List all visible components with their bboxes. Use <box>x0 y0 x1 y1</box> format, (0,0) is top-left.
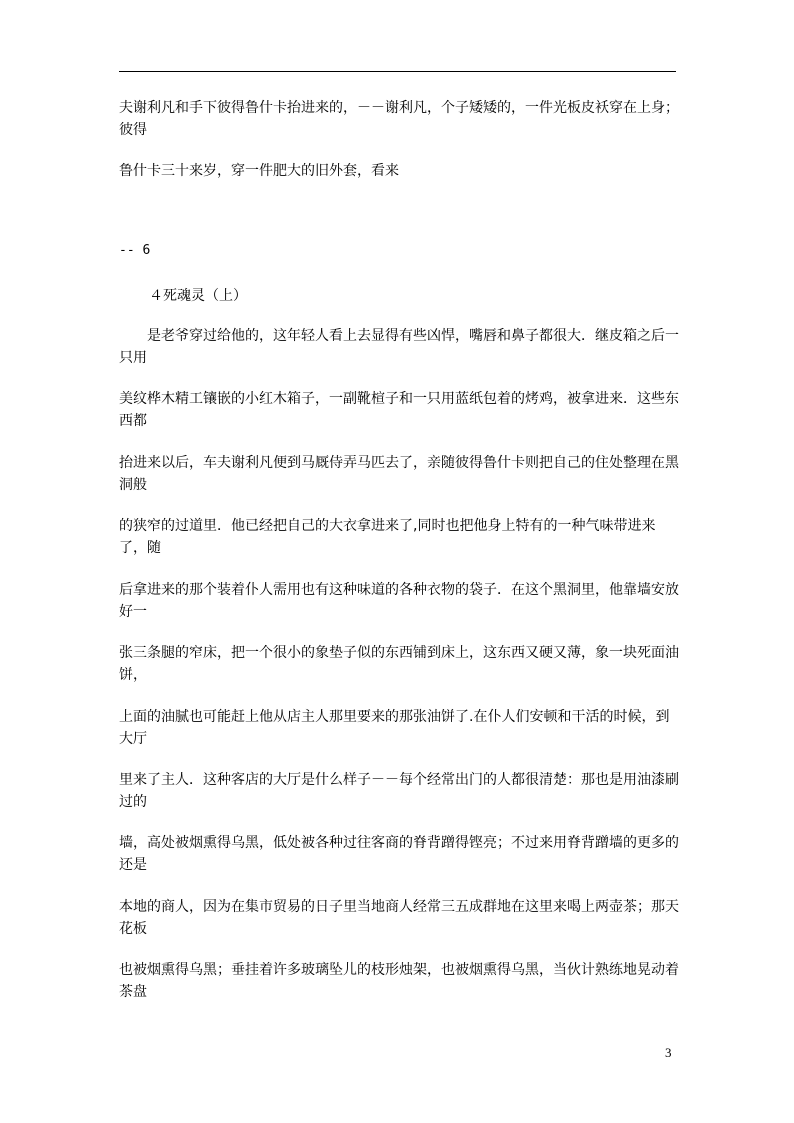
paragraph-line-10: 里来了主人．这种客店的大厅是什么样子－－每个经常出门的人都很清楚：那也是用油漆刷过的 <box>119 772 679 810</box>
paragraph-line-9: 上面的油腻也可能赶上他从店主人那里要来的那张油饼了.在仆人们安顿和干活的时候，到大厅 <box>119 709 670 747</box>
paragraph-line-6: 的狭窄的过道里．他已经把自己的大衣拿进来了,同时也把他身上特有的一种气味带进来了，随 <box>119 518 656 556</box>
header-rule <box>119 71 676 72</box>
paragraph-line-11: 墙，高处被烟熏得乌黑，低处被各种过往客商的脊背蹭得铿亮；不过来用脊背蹭墙的更多的还是 <box>119 835 679 873</box>
paragraph-line-2: 鲁什卡三十来岁，穿一件肥大的旧外套，看来 <box>119 163 399 179</box>
page-marker: -- 6 <box>119 243 151 258</box>
paragraph-line-5: 抬进来以后，车夫谢利凡便到马厩侍弄马匹去了，亲随彼得鲁什卡则把自己的住处整理在黑洞般 <box>119 455 679 493</box>
paragraph-line-7: 后拿进来的那个装着仆人需用也有这种味道的各种衣物的袋子．在这个黑洞里，他靠墙安放好一 <box>119 582 679 620</box>
paragraph-line-12: 本地的商人，因为在集市贸易的日子里当地商人经常三五成群地在这里来喝上两壶茶；那天花板 <box>119 899 679 937</box>
paragraph-line-13: 也被烟熏得乌黑；垂挂着许多玻璃坠儿的枝形烛架，也被烟熏得乌黑，当伙计熟练地晃动着茶盘 <box>119 962 679 1000</box>
page-number: 3 <box>665 1045 672 1060</box>
paragraph-line-1: 夫谢利凡和手下彼得鲁什卡抬进来的，－－谢利凡，个子矮矮的，一件光板皮袄穿在上身；彼得 <box>119 100 679 138</box>
paragraph-line-4: 美纹桦木精工镶嵌的小红木箱子，一副靴楦子和一只用蓝纸包着的烤鸡，被拿进来．这些东西都 <box>119 391 679 429</box>
chapter-title: ４死魂灵（上） <box>149 288 247 304</box>
paragraph-line-8: 张三条腿的窄床，把一个很小的象垫子似的东西铺到床上，这东西又硬又薄，象一块死面油饼， <box>119 645 679 683</box>
paragraph-line-3: 是老爷穿过给他的，这年轻人看上去显得有些凶悍，嘴唇和鼻子都很大．继皮箱之后一只用 <box>119 328 679 366</box>
